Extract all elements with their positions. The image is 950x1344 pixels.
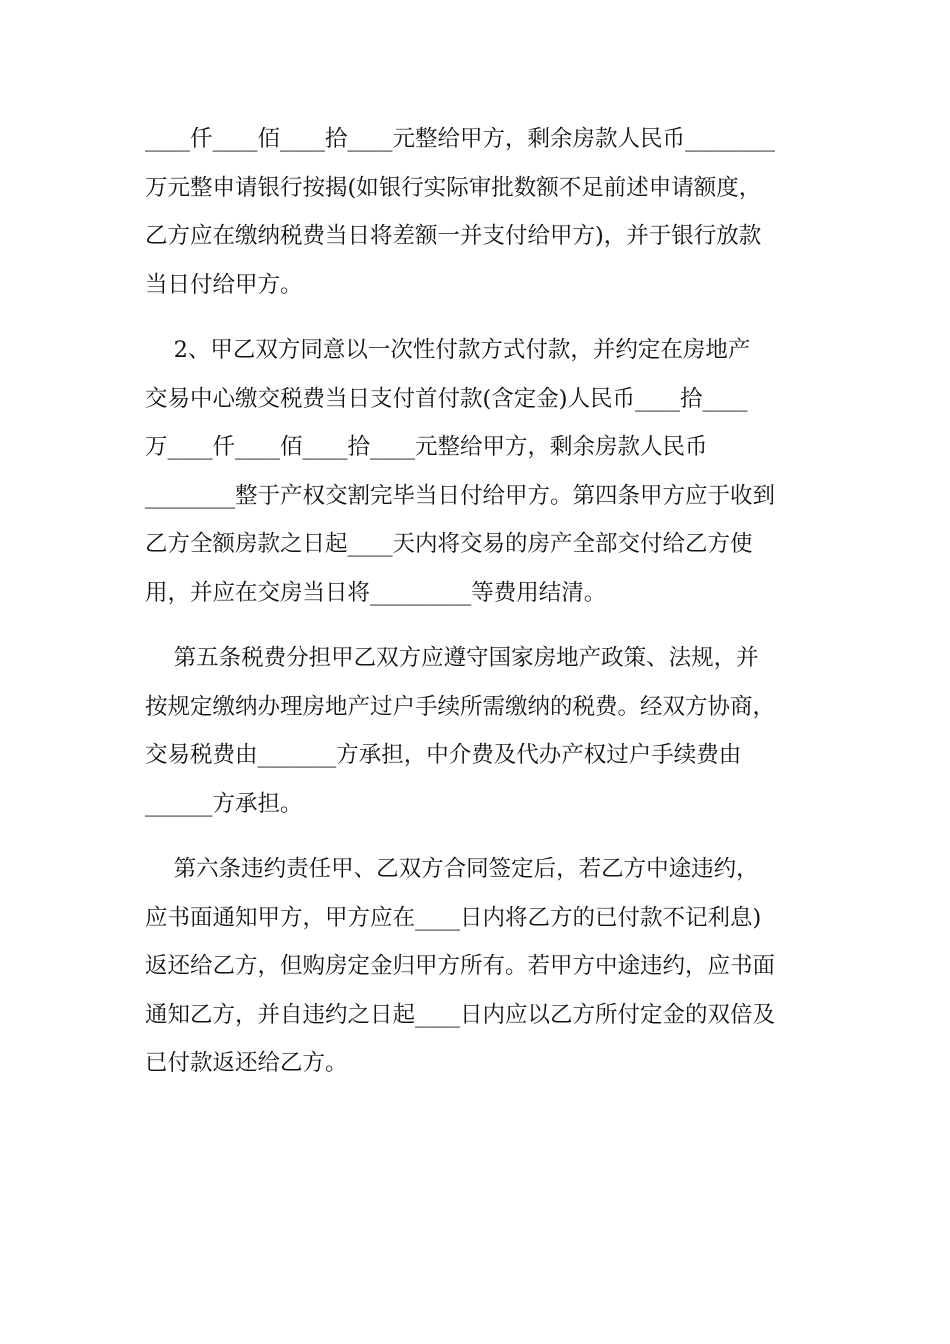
- paragraph-2: [145, 326, 810, 617]
- paragraph-4: [145, 845, 810, 1088]
- text-line: 万元整申请银行按揭(如银行实际审批数额不足前述申请额度，: [145, 174, 762, 201]
- paragraph-3: [145, 634, 810, 828]
- text-line: 第六条违约责任甲、乙双方合同签定后，若乙方中途违约，: [145, 856, 759, 882]
- text-line: 应书面通知甲方，甲方应在____日内将乙方的已付款不记利息): [145, 904, 762, 931]
- text-line: 2、甲乙双方同意以一次性付款方式付款，并约定在房地产: [145, 337, 751, 363]
- text-line: 交易税费由_______方承担，中介费及代办产权过户手续费由: [145, 742, 742, 768]
- document-body: [145, 115, 810, 1105]
- text-line: 万____仟____佰____拾____元整给甲方，剩余房款人民币: [145, 434, 708, 460]
- text-line: 按规定缴纳办理房地产过户手续所需缴纳的税费。经双方协商，: [145, 693, 776, 720]
- text-line: 当日付给甲方。: [145, 271, 303, 298]
- text-line: 通知乙方，并自违约之日起____日内应以乙方所付定金的双倍及: [145, 1001, 776, 1028]
- text-line: ________整于产权交割完毕当日付给甲方。第四条甲方应于收到: [145, 482, 776, 509]
- text-line: 乙方应在缴纳税费当日将差额一并支付给甲方)，并于银行放款: [145, 223, 762, 249]
- text-line: ______方承担。: [145, 790, 303, 817]
- text-line: ____仟____佰____拾____元整给甲方，剩余房款人民币________: [145, 126, 776, 152]
- text-line: 第五条税费分担甲乙双方应遵守国家房地产政策、法规，并: [145, 645, 759, 671]
- text-line: 返还给乙方，但购房定金归甲方所有。若甲方中途违约，应书面: [145, 953, 776, 979]
- text-line: 用，并应在交房当日将_________等费用结清。: [145, 579, 607, 606]
- text-line: 乙方全额房款之日起____天内将交易的房产全部交付给乙方使: [145, 531, 753, 557]
- text-line: 交易中心缴交税费当日支付首付款(含定金)人民币____拾____: [145, 385, 748, 412]
- paragraph-1: [145, 115, 810, 309]
- text-line: 已付款返还给乙方。: [145, 1050, 348, 1076]
